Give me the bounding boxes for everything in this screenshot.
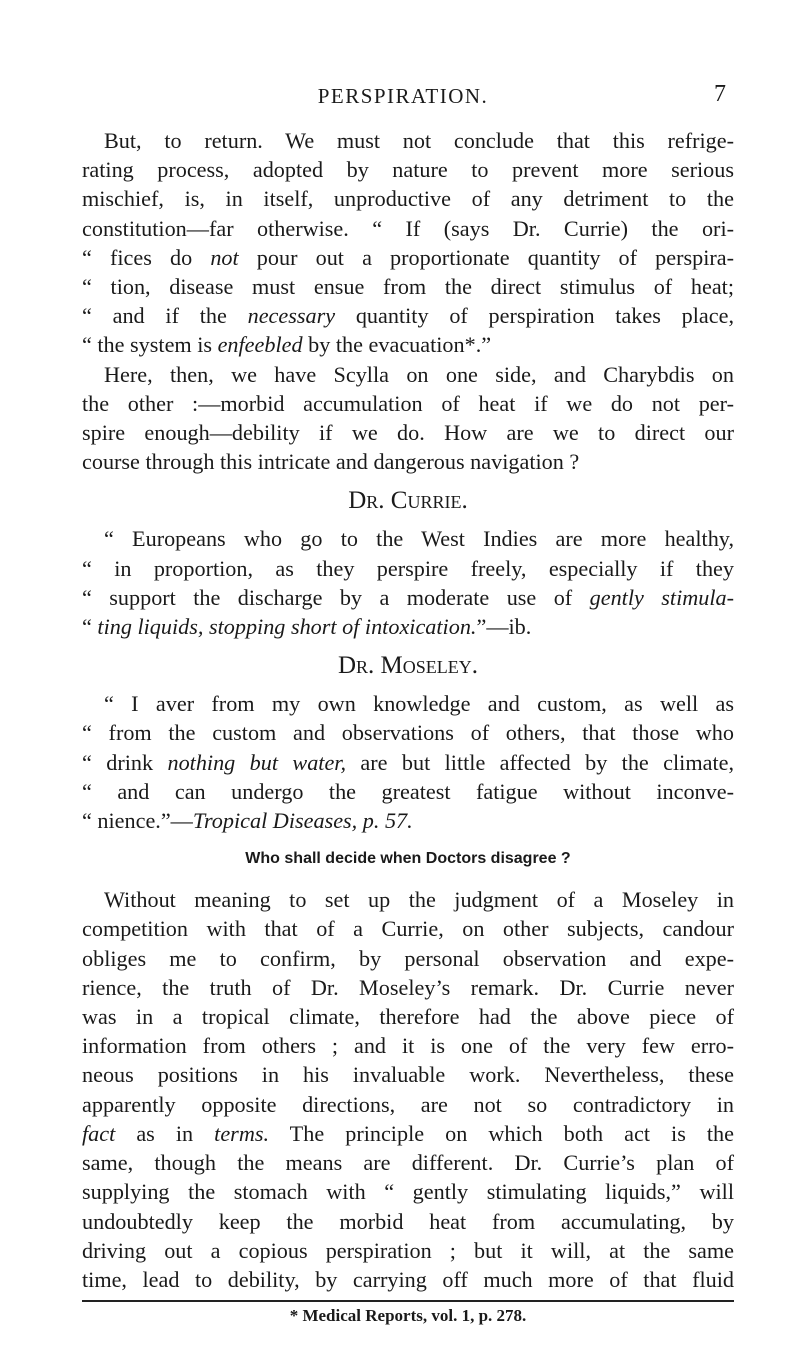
text-line: fact as in terms. The principle on which both act is the	[82, 1120, 734, 1146]
text-line: “ fices do not pour out a proportionate quantity of perspira-	[82, 244, 735, 270]
text-line: same, though the means are different. Dr. Currie’s plan of	[82, 1150, 734, 1176]
footnote-rule	[82, 1300, 734, 1302]
text-line: “ I aver from my own knowledge and custom, as well as	[104, 691, 734, 717]
text-line: supplying the stomach with “ gently stimulating liquids,” will	[82, 1179, 734, 1205]
text-line: rience, the truth of Dr. Moseley’s remark. Dr. Currie never	[82, 974, 734, 1000]
paragraph-scylla	[82, 360, 734, 477]
body-text	[82, 126, 734, 1294]
heading-text: Dr. Currie.	[348, 487, 468, 515]
quote-moseley	[82, 689, 734, 835]
footnote: * Medical Reports, vol. 1, p. 278.	[289, 1306, 527, 1325]
text-line: Without meaning to set up the judgment of a Moseley in	[104, 887, 734, 913]
aside-doctors-disagree: Who shall decide when Doctors disagree ?	[245, 850, 571, 868]
text-line: undoubtedly keep the morbid heat from accumulating, by	[82, 1208, 734, 1234]
text-line: “ from the custom and observations of others, that those who	[82, 720, 734, 746]
text-line: driving out a copious perspiration ; but it will, at the same	[82, 1237, 734, 1263]
running-head	[80, 81, 726, 112]
text-line: constitution—far otherwise. “ If (says Dr. Currie) the ori-	[82, 215, 734, 241]
text-line: “ in proportion, as they perspire freely, especially if they	[82, 555, 734, 581]
section-heading-currie	[82, 486, 734, 516]
paragraph-return	[82, 126, 734, 360]
page-number: 7	[714, 81, 726, 107]
text-line: the other :—morbid accumulation of heat if we do not per-	[82, 390, 734, 416]
quote-currie	[82, 524, 734, 641]
text-line: was in a tropical climate, therefore had the above piece of	[82, 1004, 734, 1030]
text-line: “ drink nothing but water, are but little affected by the climate,	[82, 749, 735, 775]
text-line: apparently opposite directions, are not so contradictory in	[82, 1091, 734, 1117]
section-heading-moseley	[82, 651, 734, 681]
text-line: “ ting liquids, stopping short of intoxication.”—ib.	[82, 614, 532, 640]
text-line: neous positions in his invaluable work. Nevertheless, these	[82, 1062, 734, 1088]
text-line: spire enough—debility if we do. How are we to direct our	[82, 420, 734, 446]
paragraph-judgment	[82, 885, 734, 1294]
text-line: “ Europeans who go to the West Indies are more healthy,	[104, 526, 734, 552]
text-line: obliges me to confirm, by personal observation and expe-	[82, 945, 734, 971]
text-line: Here, then, we have Scylla on one side, and Charybdis on	[104, 361, 734, 387]
text-line: “ and can undergo the greatest fatigue without inconve-	[82, 778, 734, 804]
text-line: time, lead to debility, by carrying off much more of that fluid	[82, 1266, 734, 1292]
text-line: competition with that of a Currie, on other subjects, candour	[82, 916, 734, 942]
text-line: “ support the discharge by a moderate use of gently stimula-	[82, 584, 734, 610]
text-line: mischief, is, in itself, unproductive of any detriment to the	[82, 186, 734, 212]
text-line: “ nience.”—Tropical Diseases, p. 57.	[82, 808, 413, 834]
text-line: But, to return. We must not conclude that this refrige-	[104, 128, 734, 153]
text-line: “ the system is enfeebled by the evacuation*.”	[82, 332, 492, 358]
text-line: “ and if the necessary quantity of perspiration takes place,	[82, 303, 734, 329]
text-line: “ tion, disease must ensue from the direct stimulus of heat;	[82, 274, 734, 300]
running-title: PERSPIRATION.	[317, 84, 489, 108]
text-line: information from others ; and it is one of the very few erro-	[82, 1033, 734, 1059]
heading-text: Dr. Moseley.	[337, 652, 479, 680]
text-line: course through this intricate and dangerous navigation ?	[82, 449, 580, 475]
text-line: rating process, adopted by nature to prevent more serious	[82, 157, 734, 183]
